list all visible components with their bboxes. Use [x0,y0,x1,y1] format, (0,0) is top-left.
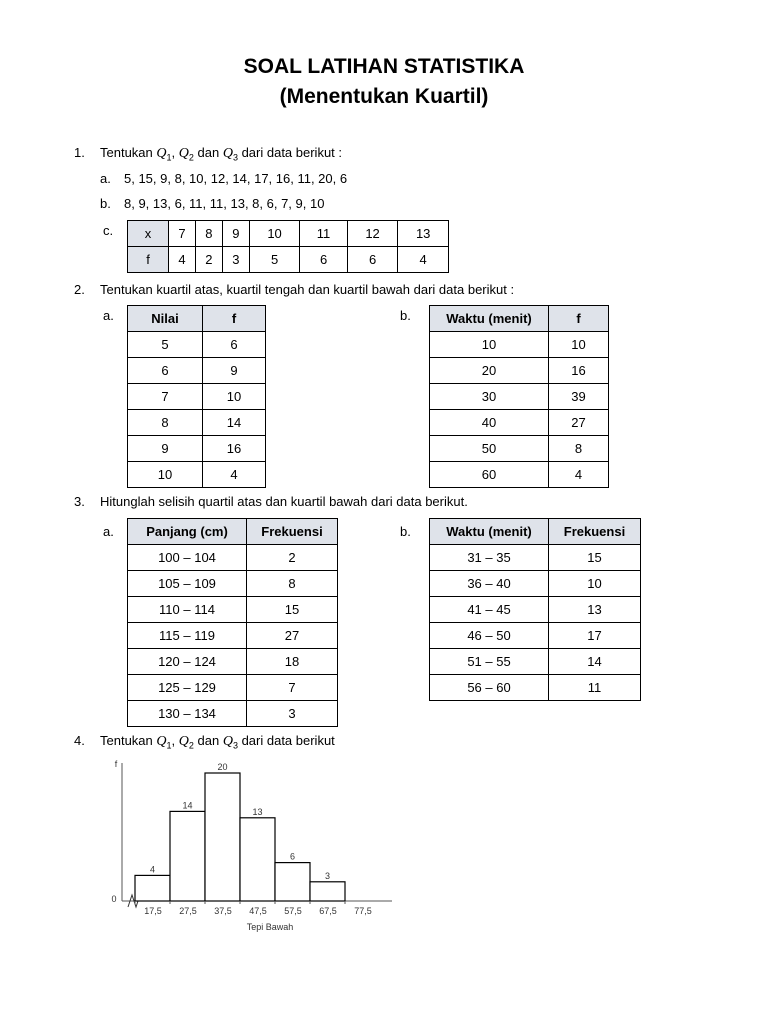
table-cell: 4 [549,462,609,488]
table-cell: 18 [247,649,338,675]
table-cell: 6 [347,247,398,273]
table-cell: 36 – 40 [430,571,549,597]
table-row [430,410,609,436]
q1a-data: 5, 15, 9, 8, 10, 12, 14, 17, 16, 11, 20, 6 [124,171,348,186]
table-cell: 125 – 129 [128,675,247,701]
x-tick-label: 27,5 [179,906,197,916]
q3-number: 3. [74,494,85,509]
table-row [128,436,266,462]
table-row [128,358,266,384]
table-cell: 6 [203,332,266,358]
table-cell: 100 – 104 [128,545,247,571]
table-cell: 9 [128,436,203,462]
table-row [128,545,338,571]
q4-number: 4. [74,733,85,748]
table-row [128,332,266,358]
bar-value-label: 20 [217,762,228,772]
table-row [430,571,641,597]
table-cell: 4 [203,462,266,488]
table-cell: 2 [247,545,338,571]
x-tick-label: 57,5 [284,906,302,916]
table-row [128,701,338,727]
table-row [128,675,338,701]
table-row [430,332,609,358]
table-cell: 120 – 124 [128,649,247,675]
origin-label: 0 [111,894,117,904]
table-cell: 7 [128,384,203,410]
histogram-bar [205,773,240,901]
table-cell: x [128,221,169,247]
table-cell: 8 [128,410,203,436]
table-row [128,247,449,273]
q2b-label: b. [400,308,411,323]
table-header: Panjang (cm) [128,519,247,545]
q1a-label: a. [100,171,111,186]
histogram-bar [135,875,170,901]
histogram-bar [240,818,275,901]
table-cell: 31 – 35 [430,545,549,571]
table-header: f [549,306,609,332]
histogram-bar [310,882,345,901]
table-cell: 130 – 134 [128,701,247,727]
table-row [430,462,609,488]
bar-value-label: 3 [324,870,331,881]
table-cell: 16 [549,358,609,384]
page-title: SOAL LATIHAN STATISTIKA [243,55,525,78]
table-cell: 9 [203,358,266,384]
table-cell: 3 [247,701,338,727]
table-cell: 110 – 114 [128,597,247,623]
table-header: Frekuensi [247,519,338,545]
table-row [128,649,338,675]
x-tick-label: 77,5 [354,906,372,916]
table-cell: 9 [222,221,249,247]
table-cell: 10 [549,571,641,597]
page-subtitle: (Menentukan Kuartil) [279,85,489,108]
q2a-label: a. [103,308,114,323]
q2-number: 2. [74,282,85,297]
q1c-table [127,220,449,273]
q3b-label: b. [400,524,411,539]
table-cell: 13 [549,597,641,623]
histogram-bar [275,863,310,901]
q3a-table [127,518,338,727]
table-cell: 10 [203,384,266,410]
table-cell: 27 [549,410,609,436]
table-header: f [203,306,266,332]
q1b-data: 8, 9, 13, 6, 11, 11, 13, 8, 6, 7, 9, 10 [124,196,325,211]
q3a-label: a. [103,524,114,539]
table-cell: 12 [347,221,398,247]
table-cell: 30 [430,384,549,410]
x-tick-label: 47,5 [249,906,267,916]
table-cell: 105 – 109 [128,571,247,597]
table-header-row [430,519,641,545]
bar-value-label: 13 [252,806,263,817]
table-cell: 10 [430,332,549,358]
table-cell: 8 [549,436,609,462]
table-cell: 41 – 45 [430,597,549,623]
table-cell: 16 [203,436,266,462]
q4-text: Tentukan $Q_1$, $Q_2$ dan $Q_3$ dari data berikut [100,733,335,751]
q2b-table [429,305,609,488]
table-cell: 13 [398,221,449,247]
table-row [128,597,338,623]
y-axis-label: f [114,759,118,769]
table-cell: 10 [249,221,300,247]
bar-value-label: 6 [289,851,296,862]
table-cell: 14 [203,410,266,436]
table-header: Waktu (menit) [430,306,549,332]
histogram-bar [170,811,205,901]
bar-value-label: 4 [149,864,156,875]
table-cell: 17 [549,623,641,649]
table-header-row [128,306,266,332]
table-cell: 8 [247,571,338,597]
table-cell: 5 [249,247,300,273]
table-cell: 8 [195,221,222,247]
table-cell: 115 – 119 [128,623,247,649]
q1-number: 1. [74,145,85,160]
table-cell: 7 [247,675,338,701]
table-header: Frekuensi [549,519,641,545]
table-header-row [128,519,338,545]
table-header: Nilai [128,306,203,332]
table-cell: 11 [549,675,641,701]
table-cell: 46 – 50 [430,623,549,649]
table-cell: 6 [300,247,347,273]
table-cell: 4 [169,247,196,273]
table-header: Waktu (menit) [430,519,549,545]
table-cell: 7 [169,221,196,247]
table-cell: 50 [430,436,549,462]
table-cell: 15 [247,597,338,623]
table-cell: 3 [222,247,249,273]
table-cell: 10 [128,462,203,488]
table-cell: 56 – 60 [430,675,549,701]
q1c-label: c. [103,223,114,238]
histogram-chart [100,755,410,940]
table-cell: 2 [195,247,222,273]
q1b-label: b. [100,196,111,211]
table-cell: 6 [128,358,203,384]
table-row [430,358,609,384]
table-cell: 11 [300,221,347,247]
q1-text: Tentukan $Q_1$, $Q_2$ dan $Q_3$ dari data berikut : [100,145,343,163]
table-row [430,675,641,701]
table-row [430,436,609,462]
table-row [430,597,641,623]
table-row [128,410,266,436]
table-header-row [430,306,609,332]
x-tick-label: 17,5 [144,906,162,916]
table-cell: 51 – 55 [430,649,549,675]
table-row [430,545,641,571]
table-row [128,571,338,597]
table-row [128,462,266,488]
table-cell: 15 [549,545,641,571]
table-cell: 5 [128,332,203,358]
q2a-table [127,305,266,488]
bar-value-label: 14 [182,800,193,811]
q3-text: Hitunglah selisih quartil atas dan kuartil bawah dari data berikut. [100,494,468,509]
q2-text: Tentukan kuartil atas, kuartil tengah dan kuartil bawah dari data berikut : [100,282,515,297]
table-cell: 10 [549,332,609,358]
table-row [128,623,338,649]
x-tick-label: 37,5 [214,906,232,916]
table-cell: 14 [549,649,641,675]
table-cell: 27 [247,623,338,649]
table-cell: 20 [430,358,549,384]
table-cell: 60 [430,462,549,488]
table-row [430,623,641,649]
table-cell: 40 [430,410,549,436]
x-axis-label: Tepi Bawah [246,922,294,932]
x-tick-label: 67,5 [319,906,337,916]
q3b-table [429,518,641,701]
table-row [430,384,609,410]
table-row [128,221,449,247]
table-cell: 4 [398,247,449,273]
table-row [128,384,266,410]
table-cell: f [128,247,169,273]
table-row [430,649,641,675]
table-cell: 39 [549,384,609,410]
